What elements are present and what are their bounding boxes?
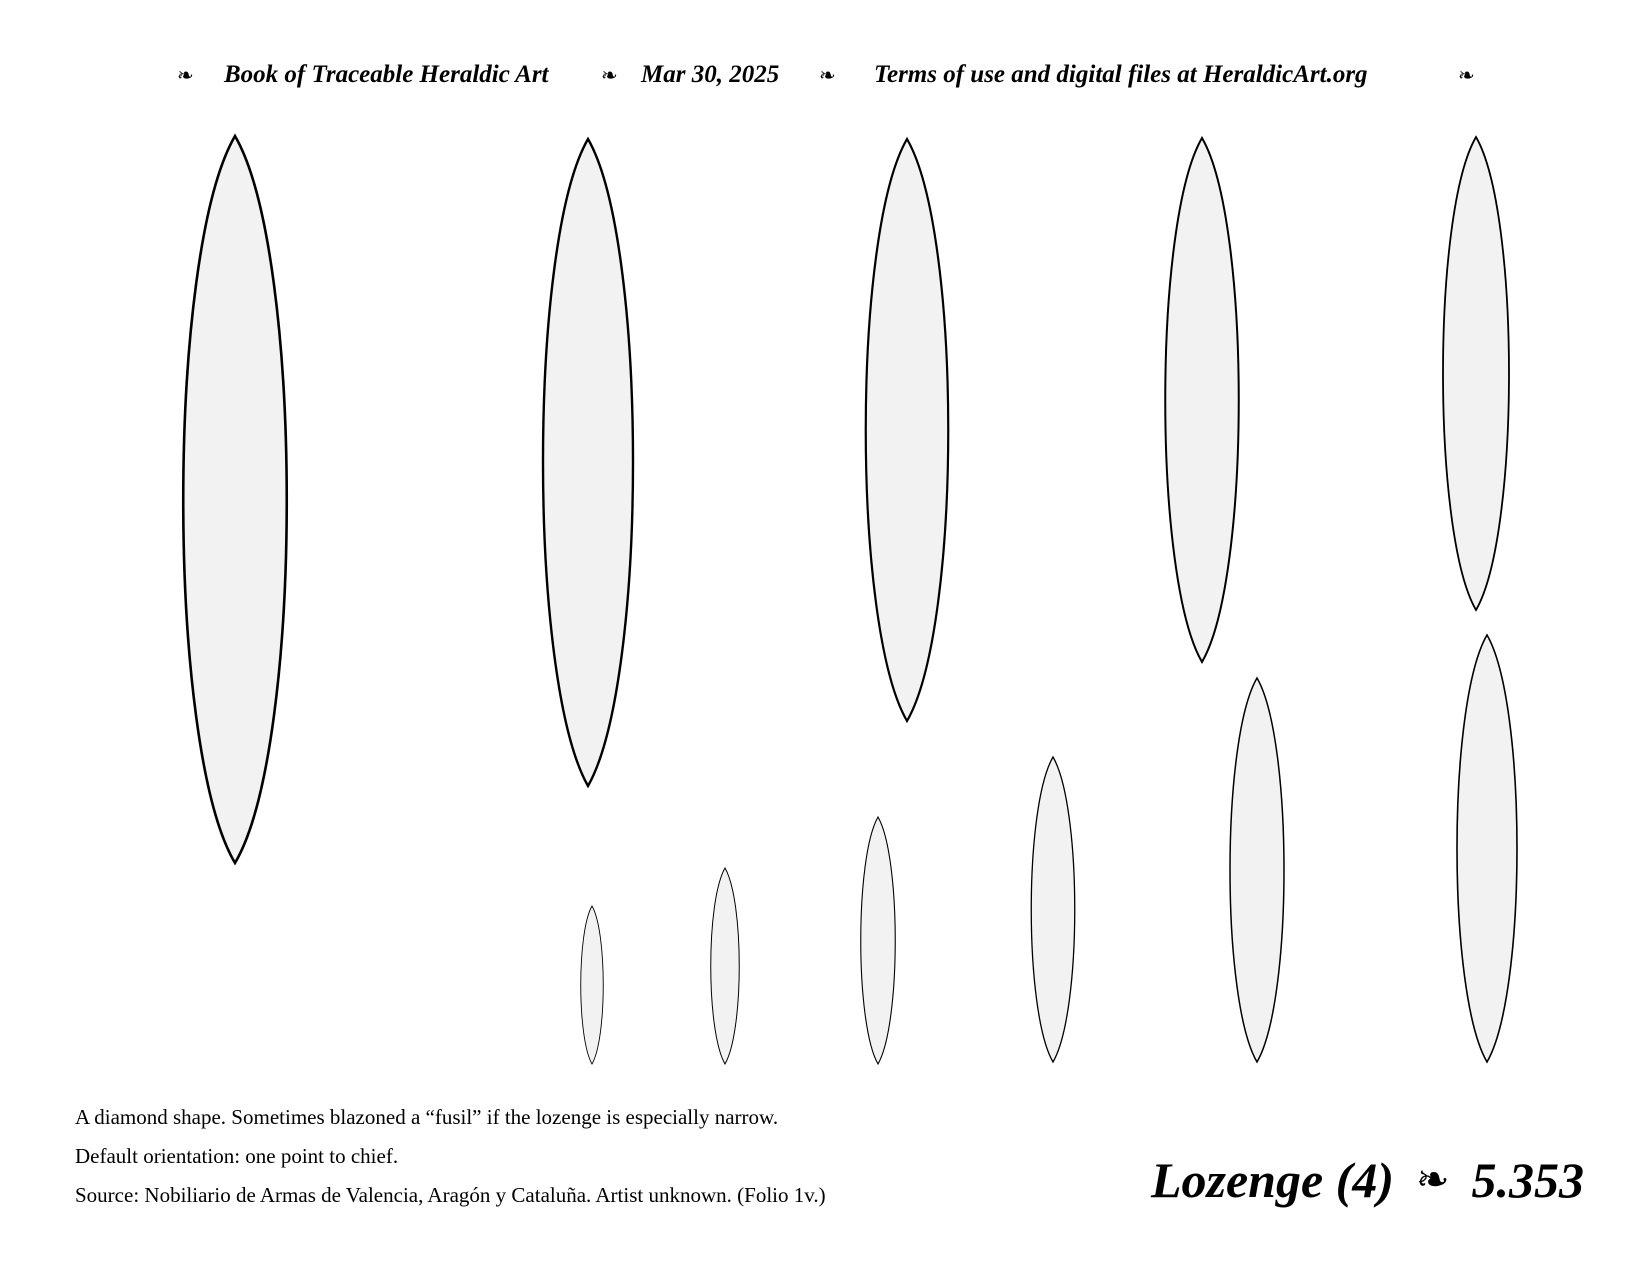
lozenge-figure-2 xyxy=(543,139,633,786)
lozenge-figure-10 xyxy=(1230,678,1284,1062)
lozenge-figure-8 xyxy=(861,817,896,1064)
fleuron-icon: ❧ xyxy=(1458,63,1475,87)
lozenge-figure-11 xyxy=(1457,635,1517,1062)
plate-title xyxy=(1151,1148,1584,1212)
fleuron-icon: ❧ xyxy=(1415,1157,1450,1203)
lozenge-figure-7 xyxy=(711,868,740,1064)
header-date: Mar 30, 2025 xyxy=(641,61,780,88)
lozenge-figure-1 xyxy=(183,136,287,863)
plate-number: 5.353 xyxy=(1471,1152,1584,1208)
description-line: A diamond shape. Sometimes blazoned a “fusil” if the lozenge is especially narrow. xyxy=(75,1105,779,1129)
description-block xyxy=(75,1098,826,1215)
plate-name: Lozenge (4) xyxy=(1150,1152,1394,1208)
lozenge-figure-9 xyxy=(1031,757,1075,1062)
book-title: Book of Traceable Heraldic Art xyxy=(224,61,549,88)
lozenge-figure-4 xyxy=(1165,138,1239,662)
fleuron-icon: ❧ xyxy=(601,63,618,87)
lozenge-figure-5 xyxy=(1443,137,1509,610)
terms-link[interactable]: Terms of use and digital files at HeraldicArt.org xyxy=(874,61,1368,88)
orientation-line: Default orientation: one point to chief. xyxy=(75,1144,399,1168)
fleuron-icon: ❧ xyxy=(177,63,194,87)
source-line: Source: Nobiliario de Armas de Valencia, Aragón y Cataluña. Artist unknown. (Folio 1v.) xyxy=(75,1183,826,1207)
lozenge-figure-6 xyxy=(581,906,604,1064)
fleuron-icon: ❧ xyxy=(819,63,836,87)
lozenge-figure-3 xyxy=(866,139,949,721)
